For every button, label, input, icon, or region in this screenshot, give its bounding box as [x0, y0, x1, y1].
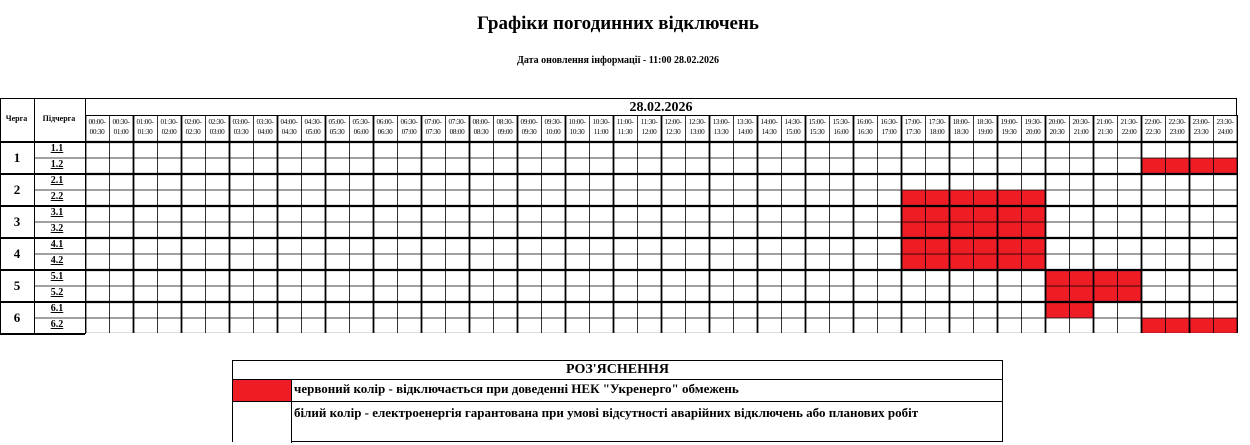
time-slot-label: 02:00- 02:30	[184, 118, 202, 136]
queue-number: 4	[13, 246, 21, 261]
time-slot-label: 18:30- 19:00	[976, 118, 994, 136]
time-slot-label: 00:00- 00:30	[88, 118, 106, 136]
outage-cell	[997, 254, 1021, 270]
subqueue-label: 1.2	[50, 159, 64, 170]
queue-number: 1	[13, 150, 21, 165]
time-slot-label: 02:30- 03:00	[208, 118, 226, 136]
outage-cell	[1141, 158, 1165, 174]
outage-cell	[1021, 206, 1045, 222]
time-slot-label: 08:00- 08:30	[472, 118, 490, 136]
outage-cell	[973, 206, 997, 222]
time-slot-label: 13:30- 14:00	[736, 118, 754, 136]
time-slot-label: 04:30- 05:00	[304, 118, 322, 136]
outage-cell	[1093, 270, 1117, 286]
schedule-date: 28.02.2026	[85, 98, 1237, 115]
red-swatch	[233, 380, 292, 401]
left-grid	[0, 98, 86, 338]
outage-cell	[1021, 254, 1045, 270]
outage-cell	[1165, 158, 1189, 174]
time-slot-label: 11:00- 11:30	[616, 118, 634, 136]
outage-cell	[925, 190, 949, 206]
outage-cell	[997, 222, 1021, 238]
time-slot-label: 17:00- 17:30	[904, 118, 922, 136]
outage-cell	[925, 222, 949, 238]
time-slot-label: 21:30- 22:00	[1120, 118, 1138, 136]
time-slot-label: 15:00- 15:30	[808, 118, 826, 136]
time-slot-label: 05:30- 06:00	[352, 118, 370, 136]
white-swatch	[233, 402, 292, 443]
time-slot-label: 10:30- 11:00	[592, 118, 610, 136]
outage-cell	[1213, 318, 1237, 333]
time-slot-label: 22:00- 22:30	[1144, 118, 1162, 136]
subqueue-label: 6.2	[50, 319, 64, 330]
time-slot-label: 08:30- 09:00	[496, 118, 514, 136]
time-slot-label: 00:30- 01:00	[112, 118, 130, 136]
outage-cell	[901, 222, 925, 238]
time-slot-label: 16:00- 16:30	[856, 118, 874, 136]
legend	[232, 360, 1003, 442]
outage-cell	[973, 190, 997, 206]
time-slot-label: 19:00- 19:30	[1000, 118, 1018, 136]
time-slot-label: 23:30- 24:00	[1216, 118, 1234, 136]
time-slot-label: 12:30- 13:00	[688, 118, 706, 136]
time-slot-label: 03:30- 04:00	[256, 118, 274, 136]
outage-cell	[949, 190, 973, 206]
time-slot-label: 07:00- 07:30	[424, 118, 442, 136]
time-slot-label: 21:00- 21:30	[1096, 118, 1114, 136]
subqueue-label: 2.2	[50, 191, 64, 202]
time-slot-label: 03:00- 03:30	[232, 118, 250, 136]
outage-cell	[949, 254, 973, 270]
outage-cell	[925, 206, 949, 222]
time-slot-label: 05:00- 05:30	[328, 118, 346, 136]
time-slot-label: 04:00- 04:30	[280, 118, 298, 136]
outage-grid	[85, 115, 1238, 333]
time-slot-label: 09:30- 10:00	[544, 118, 562, 136]
subqueue-column-header: Підчерга	[42, 114, 76, 123]
time-slot-label: 17:30- 18:00	[928, 118, 946, 136]
outage-cell	[1069, 270, 1093, 286]
subqueue-label: 5.2	[50, 287, 64, 298]
time-slot-label: 22:30- 23:00	[1168, 118, 1186, 136]
time-slot-label: 23:00- 23:30	[1192, 118, 1210, 136]
legend-row-red	[233, 380, 1002, 402]
outage-cell	[901, 206, 925, 222]
time-slot-label: 10:00- 10:30	[568, 118, 586, 136]
time-slot-label: 01:30- 02:00	[160, 118, 178, 136]
queue-column-header: Черга	[5, 114, 28, 123]
time-slot-label: 06:00- 06:30	[376, 118, 394, 136]
time-slot-label: 13:00- 13:30	[712, 118, 730, 136]
outage-cell	[997, 238, 1021, 254]
outage-cell	[1045, 286, 1069, 302]
outage-cell	[1069, 302, 1093, 318]
outage-cell	[1117, 286, 1141, 302]
outage-cell	[1021, 190, 1045, 206]
outage-cell	[901, 190, 925, 206]
outage-cell	[1117, 270, 1141, 286]
time-slot-label: 14:30- 15:00	[784, 118, 802, 136]
outage-cell	[1189, 318, 1213, 333]
time-slot-label: 11:30- 12:00	[640, 118, 658, 136]
outage-cell	[949, 206, 973, 222]
outage-cell	[925, 238, 949, 254]
outage-cell	[1021, 222, 1045, 238]
time-slot-label: 07:30- 08:00	[448, 118, 466, 136]
subqueue-label: 3.2	[50, 223, 64, 234]
time-slot-label: 12:00- 12:30	[664, 118, 682, 136]
queue-number: 2	[13, 182, 21, 197]
outage-cell	[1141, 318, 1165, 333]
outage-cell	[1021, 238, 1045, 254]
time-slot-label: 14:00- 14:30	[760, 118, 778, 136]
outage-cell	[901, 238, 925, 254]
time-slot-label: 01:00- 01:30	[136, 118, 154, 136]
queue-number: 6	[13, 310, 21, 325]
outage-cell	[973, 254, 997, 270]
subqueue-label: 5.1	[50, 271, 64, 282]
outage-cell	[949, 222, 973, 238]
outage-cell	[1165, 318, 1189, 333]
outage-cell	[1093, 286, 1117, 302]
time-slot-label: 09:00- 09:30	[520, 118, 538, 136]
time-slot-label: 15:30- 16:00	[832, 118, 850, 136]
outage-cell	[997, 206, 1021, 222]
outage-cell	[1045, 302, 1069, 318]
subqueue-label: 4.1	[50, 239, 64, 250]
legend-row-white	[233, 402, 1002, 443]
page-title: Графіки погодинних відключень	[477, 13, 759, 34]
time-slot-label: 20:00- 20:30	[1048, 118, 1066, 136]
queue-number: 3	[13, 214, 21, 229]
time-slot-label: 18:00- 18:30	[952, 118, 970, 136]
outage-cell	[997, 190, 1021, 206]
legend-red-text: червоний колір - відключається при доведенні НЕК "Укренерго" обмежень	[294, 381, 739, 396]
outage-cell	[1045, 270, 1069, 286]
outage-cell	[973, 238, 997, 254]
outage-cell	[1213, 158, 1237, 174]
outage-cell	[901, 254, 925, 270]
subqueue-label: 2.1	[50, 175, 64, 186]
queue-number: 5	[13, 278, 21, 293]
subqueue-label: 6.1	[50, 303, 64, 314]
update-info: Дата оновлення інформації - 11:00 28.02.2026	[517, 55, 719, 66]
time-slot-label: 20:30- 21:00	[1072, 118, 1090, 136]
time-slot-label: 06:30- 07:00	[400, 118, 418, 136]
outage-cell	[925, 254, 949, 270]
outage-cell	[1189, 158, 1213, 174]
legend-title: РОЗ'ЯСНЕННЯ	[233, 361, 1002, 380]
time-slot-label: 16:30- 17:00	[880, 118, 898, 136]
legend-white-text: білий колір - електроенергія гарантована при умові відсутності аварійних відключень або планових робіт	[294, 405, 919, 420]
subqueue-label: 4.2	[50, 255, 64, 266]
subqueue-label: 3.1	[50, 207, 64, 218]
subqueue-label: 1.1	[50, 143, 64, 154]
outage-cell	[1069, 286, 1093, 302]
outage-cell	[973, 222, 997, 238]
outage-cell	[949, 238, 973, 254]
time-slot-label: 19:30- 20:00	[1024, 118, 1042, 136]
